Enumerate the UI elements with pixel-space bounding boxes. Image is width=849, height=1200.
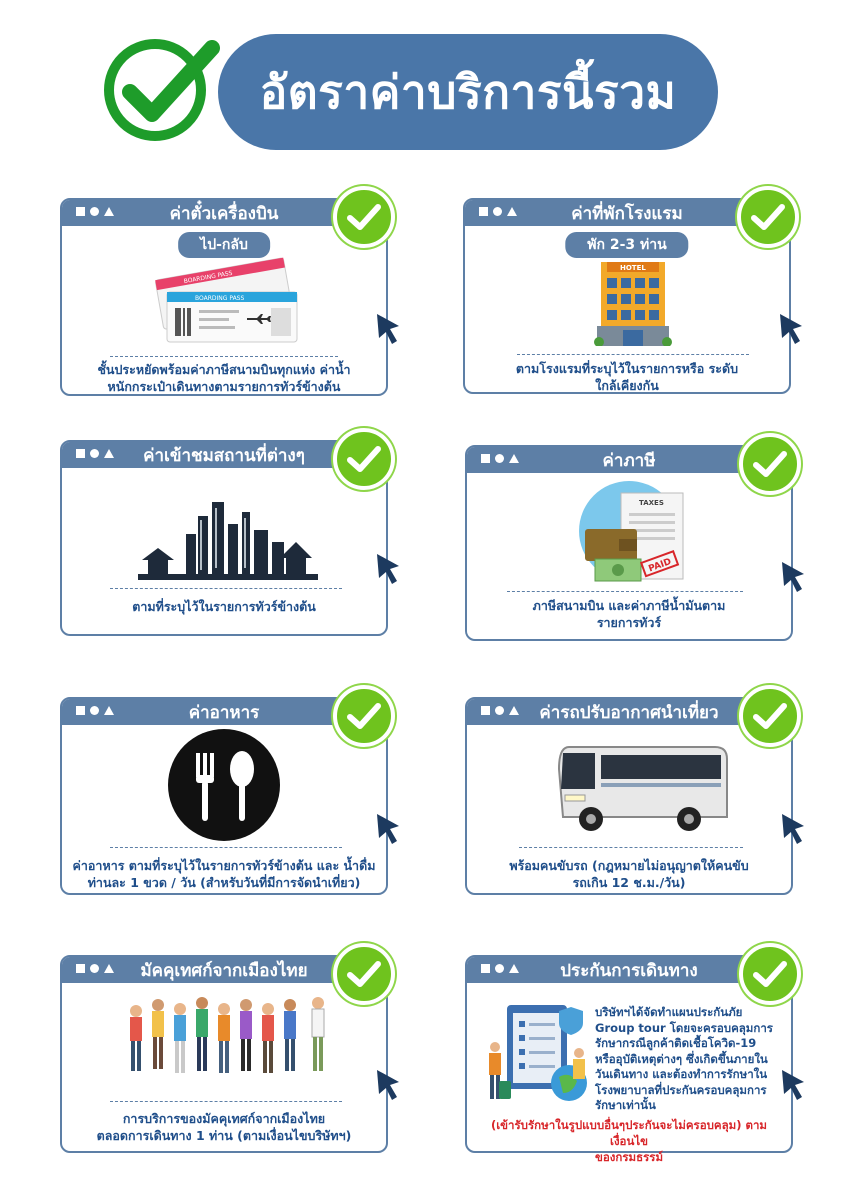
check-badge-icon bbox=[333, 186, 395, 248]
check-badge-icon bbox=[333, 685, 395, 747]
cursor-arrow-icon bbox=[780, 560, 810, 594]
card-pill: ไป-กลับ bbox=[178, 232, 270, 258]
page-header bbox=[100, 28, 740, 158]
check-badge-icon bbox=[739, 433, 801, 495]
card-desc: ชั้นประหยัดพร้อมค่าภาษีสนามบินทุกแห่ง ค่าน้ำ หนักกระเป๋าเดินทางตามรายการทัวร์ข้างต้น bbox=[97, 362, 351, 394]
card-title: ค่าเข้าชมสถานที่ต่างๆ bbox=[143, 445, 305, 466]
check-badge-icon bbox=[333, 428, 395, 490]
page-title-pill bbox=[218, 34, 718, 150]
fork-spoon-icon bbox=[166, 727, 282, 843]
window-dots bbox=[76, 964, 114, 973]
city-skyline-icon bbox=[138, 498, 318, 580]
card-title: ค่าภาษี bbox=[602, 450, 656, 471]
card-title: ค่าอาหาร bbox=[188, 702, 260, 723]
card-desc: ภาษีสนามบิน และค่าภาษีน้ำมันตาม รายการทัวร์ bbox=[532, 598, 726, 630]
window-dots bbox=[76, 207, 114, 216]
card-desc: การบริการของมัคคุเทศก์จากเมืองไทย ตลอดการเดินทาง 1 ท่าน (ตามเงื่อนไขบริษัทฯ) bbox=[96, 1111, 352, 1143]
cursor-arrow-icon bbox=[780, 812, 810, 846]
card-title: ค่าตั๋วเครื่องบิน bbox=[169, 203, 279, 224]
cursor-arrow-icon bbox=[778, 312, 808, 346]
cursor-arrow-icon bbox=[375, 552, 405, 586]
check-badge-icon bbox=[739, 685, 801, 747]
card-pill: พัก 2-3 ท่าน bbox=[565, 232, 688, 258]
insurance-body: บริษัทฯได้จัดทำแผนประกันภัย Group tour โดยจะครอบคลุมการ รักษากรณีลูกค้าติดเชื้อโควิด-19 หรืออุบัติเหตุต่างๆ ซึ่งเกิดขึ้นภายใน วันเดินทาง และต้องทำการรักษาใน โรงพยาบาลที่ประกันครอบคลุมการ รักษาเท่านั้น bbox=[595, 1005, 773, 1112]
cursor-arrow-icon bbox=[780, 1068, 810, 1102]
card-title: มัคคุเทศก์จากเมืองไทย bbox=[140, 960, 308, 981]
window-dots bbox=[479, 207, 517, 216]
divider bbox=[517, 354, 749, 355]
svg-text:BOARDING PASS: BOARDING PASS bbox=[195, 295, 245, 302]
tour-bus-icon bbox=[555, 739, 731, 835]
divider bbox=[110, 1101, 342, 1102]
card-desc: พร้อมคนขับรถ (กฎหมายไม่อนุญาตให้คนขับ รถเกิน 12 ช.ม./วัน) bbox=[509, 858, 749, 890]
hotel-building-icon bbox=[593, 258, 673, 346]
svg-text:HOTEL: HOTEL bbox=[620, 264, 646, 272]
svg-text:TAXES: TAXES bbox=[639, 499, 664, 507]
card-title: ค่าที่พักโรงแรม bbox=[571, 203, 683, 224]
card-desc: ตามที่ระบุไว้ในรายการทัวร์ข้างต้น bbox=[132, 599, 316, 614]
cursor-arrow-icon bbox=[375, 1068, 405, 1102]
cursor-arrow-icon bbox=[375, 312, 405, 346]
card-title: ค่ารถปรับอากาศนำเที่ยว bbox=[539, 702, 719, 723]
divider bbox=[110, 847, 342, 848]
cursor-arrow-icon bbox=[375, 812, 405, 846]
card-title: ประกันการเดินทาง bbox=[560, 960, 698, 981]
taxes-document-icon bbox=[577, 479, 689, 589]
check-badge-icon bbox=[737, 186, 799, 248]
divider bbox=[110, 356, 338, 357]
insurance-note: (เข้ารับรักษาในรูปแบบอื่นๆประกันจะไม่ครอบคลุม) ตามเงื่อนไข ของกรมธรรม์ bbox=[491, 1118, 767, 1164]
check-badge-icon bbox=[739, 943, 801, 1005]
divider bbox=[507, 591, 743, 592]
window-dots bbox=[481, 964, 519, 973]
card-desc: ค่าอาหาร ตามที่ระบุไว้ในรายการทัวร์ข้างต้น และ น้ำดื่ม ท่านละ 1 ขวด / วัน (สำหรับวันที่มีการจัดนำเที่ยว) bbox=[72, 858, 376, 890]
window-dots bbox=[481, 454, 519, 463]
check-badge-icon bbox=[333, 943, 395, 1005]
card-desc: ตามโรงแรมที่ระบุไว้ในรายการหรือ ระดับ ใกล้เคียงกัน bbox=[515, 361, 739, 393]
insurance-clipboard-icon bbox=[479, 1001, 591, 1105]
divider bbox=[110, 588, 342, 589]
window-dots bbox=[76, 449, 114, 458]
window-dots bbox=[76, 706, 114, 715]
divider bbox=[519, 847, 743, 848]
svg-text:PAID: PAID bbox=[647, 556, 673, 575]
boarding-pass-icon bbox=[147, 256, 307, 348]
big-check-icon bbox=[100, 34, 220, 144]
page-title: อัตราค่าบริการนี้รวม bbox=[259, 64, 677, 119]
tour-group-people-icon bbox=[118, 995, 338, 1095]
window-dots bbox=[481, 706, 519, 715]
svg-text:BOARDING PASS: BOARDING PASS bbox=[183, 269, 234, 286]
